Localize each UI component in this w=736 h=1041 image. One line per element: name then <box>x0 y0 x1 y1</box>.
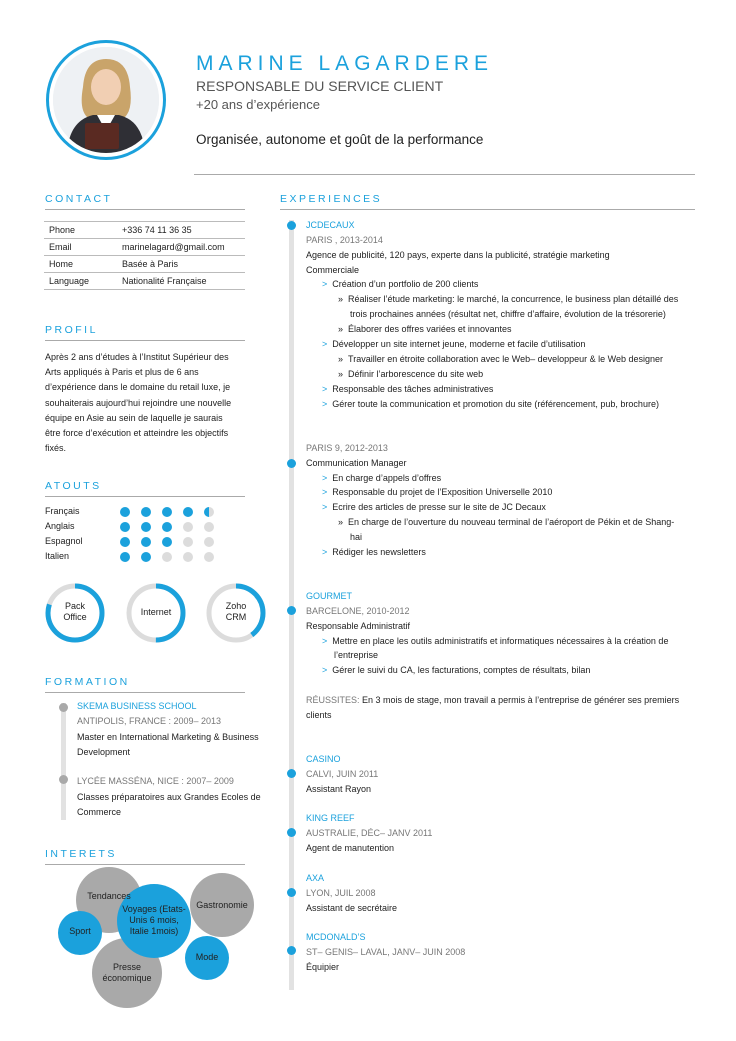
rating-dot <box>120 522 130 532</box>
task-continuation: hai <box>350 532 363 542</box>
school-name: SKEMA BUSINESS SCHOOL <box>77 701 197 711</box>
experiences-divider <box>280 209 695 210</box>
job-title: RESPONSABLE DU SERVICE CLIENT <box>196 78 444 94</box>
double-chevron-icon: » <box>338 354 344 364</box>
skill-label-line: Zoho <box>225 601 247 611</box>
company-name: JCDECAUX <box>306 220 355 230</box>
subtask-item <box>338 367 483 382</box>
rating-dot <box>120 537 130 547</box>
profil-divider <box>45 340 245 341</box>
rating-dot <box>204 522 214 532</box>
profil-text: Après 2 ans d’études à l’Institut Supérieur des Arts appliqués à Paris et plus de 6 ans d’expérience dans le domaine du retail luxe, je souhaiterais aujourd’hui rejoindre une nouvelle équipe en Asie au sein de laquelle je saurais être force d’exécution et atteindre les objectifs fixés. <box>45 352 232 454</box>
header-divider <box>194 174 695 175</box>
chevron-right-icon: > <box>322 399 328 409</box>
formation-heading: FORMATION <box>45 676 130 688</box>
language-name: Français <box>45 506 80 516</box>
double-chevron-icon: » <box>338 294 344 304</box>
phone-value: +336 74 11 36 35 <box>117 222 245 239</box>
job-role: Équipier <box>306 962 340 972</box>
rating-dot <box>162 507 172 517</box>
contact-divider <box>45 209 245 210</box>
language-value: Nationalité Française <box>117 273 245 290</box>
timeline-dot <box>287 946 296 955</box>
formation-dot <box>59 775 68 784</box>
timeline-dot <box>287 888 296 897</box>
company-name: MCDONALD’S <box>306 932 366 942</box>
interest-label: Mode <box>195 952 219 962</box>
rating-dot <box>120 552 130 562</box>
job-role: Assistant Rayon <box>306 784 372 794</box>
task-text: Élaborer des offres variées et innovantes <box>348 324 512 334</box>
contact-heading: CONTACT <box>45 193 113 205</box>
task-item <box>322 471 441 486</box>
task-text: Rédiger les newsletters <box>332 547 426 557</box>
experience-timeline <box>289 220 294 990</box>
skill-label <box>204 601 268 623</box>
task-text: Ecrire des articles de presse sur le site de JC Decaux <box>332 502 546 512</box>
task-continuation: l’entreprise <box>334 650 379 660</box>
experiences-heading: EXPERIENCES <box>280 193 383 205</box>
company-name: AXA <box>306 873 325 883</box>
task-item <box>322 545 426 560</box>
degree-line: Development <box>77 747 131 757</box>
skill-label-line: Pack <box>64 601 85 611</box>
subtask-item <box>338 515 674 530</box>
timeline-dot <box>287 459 296 468</box>
rating-dot <box>183 537 193 547</box>
rating-dot <box>141 522 151 532</box>
achievement-text: En 3 mois de stage, mon travail a permis à l’entreprise de générer ses premiers <box>359 695 680 705</box>
job-date: CALVI, JUIN 2011 <box>306 769 379 779</box>
double-chevron-icon: » <box>338 324 344 334</box>
task-text: En charge d’appels d’offres <box>332 473 442 483</box>
job-role: Responsable Administratif <box>306 621 411 631</box>
chevron-right-icon: > <box>322 636 328 646</box>
rating-dot <box>183 552 193 562</box>
rating-dot <box>120 507 130 517</box>
formation-dot <box>59 703 68 712</box>
profil-heading: PROFIL <box>45 324 98 336</box>
home-value: Basée à Paris <box>117 256 245 273</box>
candidate-name: MARINE LAGARDERE <box>196 52 494 75</box>
subtask-item <box>338 322 511 337</box>
interest-label-line: Italie 1mois) <box>129 926 179 936</box>
job-role: Assistant de secrétaire <box>306 903 398 913</box>
skill-label-line: Office <box>63 612 87 622</box>
contact-key: Language <box>44 273 117 290</box>
job-date: PARIS , 2013-2014 <box>306 235 383 245</box>
rating-dot <box>204 507 214 517</box>
interest-label-line: Voyages (Etats- <box>122 904 186 914</box>
interest-label <box>90 962 164 984</box>
degree-line: Master en International Marketing & Business <box>77 732 259 742</box>
language-name: Espagnol <box>45 536 83 546</box>
contact-row <box>44 239 245 256</box>
contact-table <box>44 221 245 290</box>
task-item <box>322 634 668 649</box>
achievement <box>306 693 679 708</box>
job-date: BARCELONE, 2010-2012 <box>306 606 410 616</box>
rating-dot <box>162 537 172 547</box>
school-place: LYCÉE MASSÉNA, NICE : 2007– 2009 <box>77 776 234 786</box>
task-text: Mettre en place les outils administratifs et informatiques nécessaires à la création de <box>332 636 669 646</box>
task-text: Développer un site internet jeune, moderne et facile d’utilisation <box>332 339 586 349</box>
chevron-right-icon: > <box>322 502 328 512</box>
double-chevron-icon: » <box>338 517 344 527</box>
chevron-right-icon: > <box>322 339 328 349</box>
rating-dot <box>141 507 151 517</box>
degree-line: Classes préparatoires aux Grandes Ecoles de <box>77 792 261 802</box>
chevron-right-icon: > <box>322 384 328 394</box>
task-item <box>322 382 493 397</box>
tagline: Organisée, autonome et goût de la performance <box>196 132 484 147</box>
job-date: AUSTRALIE, DÉC– JANV 2011 <box>306 828 433 838</box>
task-text: Travailler en étroite collaboration avec le Web– developpeur & le Web designer <box>348 354 664 364</box>
atouts-divider <box>45 496 245 497</box>
task-text: Responsable des tâches administratives <box>332 384 494 394</box>
task-text: Réaliser l’étude marketing: le marché, la concurrence, le business plan détaillé des <box>348 294 679 304</box>
interets-heading: INTERETS <box>45 848 117 860</box>
company-name: GOURMET <box>306 591 352 601</box>
chevron-right-icon: > <box>322 279 328 289</box>
job-role: Agent de manutention <box>306 843 395 853</box>
timeline-dot <box>287 221 296 230</box>
contact-key: Home <box>44 256 117 273</box>
achievement-continuation: clients <box>306 710 332 720</box>
rating-dot <box>141 537 151 547</box>
task-text: En charge de l’ouverture du nouveau terminal de l’aéroport de Pékin et de Shang- <box>348 517 675 527</box>
double-chevron-icon: » <box>338 369 344 379</box>
contact-row <box>44 256 245 273</box>
interest-label-line: Presse <box>112 962 141 972</box>
language-name: Italien <box>45 551 70 561</box>
rating-dot <box>204 552 214 562</box>
chevron-right-icon: > <box>322 547 328 557</box>
rating-dot <box>183 507 193 517</box>
school-place: ANTIPOLIS, FRANCE : 2009– 2013 <box>77 716 222 726</box>
task-text: Responsable du projet de l’Exposition Universelle 2010 <box>332 487 553 497</box>
company-name: CASINO <box>306 754 341 764</box>
rating-dot <box>162 552 172 562</box>
language-name: Anglais <box>45 521 75 531</box>
task-text: Création d’un portfolio de 200 clients <box>332 279 479 289</box>
formation-divider <box>45 692 245 693</box>
job-description: Agence de publicité, 120 pays, experte dans la publicité, stratégie marketing <box>306 250 610 260</box>
interest-label-line: Unis 6 mois, <box>129 915 179 925</box>
interest-label: Sport <box>69 926 91 936</box>
task-item <box>322 337 585 352</box>
skill-label-line: Internet <box>140 607 172 617</box>
formation-timeline <box>61 703 66 820</box>
timeline-dot <box>287 769 296 778</box>
company-name: KING REEF <box>306 813 355 823</box>
email-value: marinelagard@gmail.com <box>117 239 245 256</box>
rating-dot <box>204 537 214 547</box>
subtask-item <box>338 352 663 367</box>
interest-label: Gastronomie <box>196 900 248 910</box>
chevron-right-icon: > <box>322 665 328 675</box>
interest-label: Tendances <box>87 891 131 901</box>
interets-divider <box>45 864 245 865</box>
skill-label-line: CRM <box>225 612 247 622</box>
contact-row <box>44 273 245 290</box>
rating-dot <box>141 552 151 562</box>
contact-row <box>44 222 245 239</box>
experience-years: +20 ans d’expérience <box>196 97 320 112</box>
task-item <box>322 663 590 678</box>
contact-key: Email <box>44 239 117 256</box>
task-item <box>322 485 552 500</box>
timeline-dot <box>287 828 296 837</box>
achievement-label: RÉUSSITES: <box>306 695 360 705</box>
profile-photo <box>53 47 159 153</box>
degree-line: Commerce <box>77 807 122 817</box>
interest-label-line: économique <box>102 973 152 983</box>
timeline-dot <box>287 606 296 615</box>
task-text: Définir l’arborescence du site web <box>348 369 484 379</box>
job-date: LYON, JUIL 2008 <box>306 888 376 898</box>
job-date: ST– GENIS– LAVAL, JANV– JUIN 2008 <box>306 947 466 957</box>
skill-label <box>43 601 107 623</box>
task-text: Gérer le suivi du CA, les facturations, comptes de résultats, bilan <box>332 665 591 675</box>
job-role: Communication Manager <box>306 458 407 468</box>
chevron-right-icon: > <box>322 487 328 497</box>
interest-label <box>114 904 194 937</box>
rating-dot <box>183 522 193 532</box>
job-description: Commerciale <box>306 265 360 275</box>
skill-label <box>124 607 188 618</box>
task-text: Gérer toute la communication et promotion du site (référencement, pub, brochure) <box>332 399 659 409</box>
task-continuation: trois prochaines années (résultat net, chiffre d’affaire, évolution de la trésorerie) <box>350 309 666 319</box>
task-item <box>322 397 659 412</box>
atouts-heading: ATOUTS <box>45 480 102 492</box>
chevron-right-icon: > <box>322 473 328 483</box>
subtask-item <box>338 292 678 307</box>
contact-key: Phone <box>44 222 117 239</box>
task-item <box>322 500 546 515</box>
task-item <box>322 277 478 292</box>
job-date: PARIS 9, 2012-2013 <box>306 443 388 453</box>
rating-dot <box>162 522 172 532</box>
